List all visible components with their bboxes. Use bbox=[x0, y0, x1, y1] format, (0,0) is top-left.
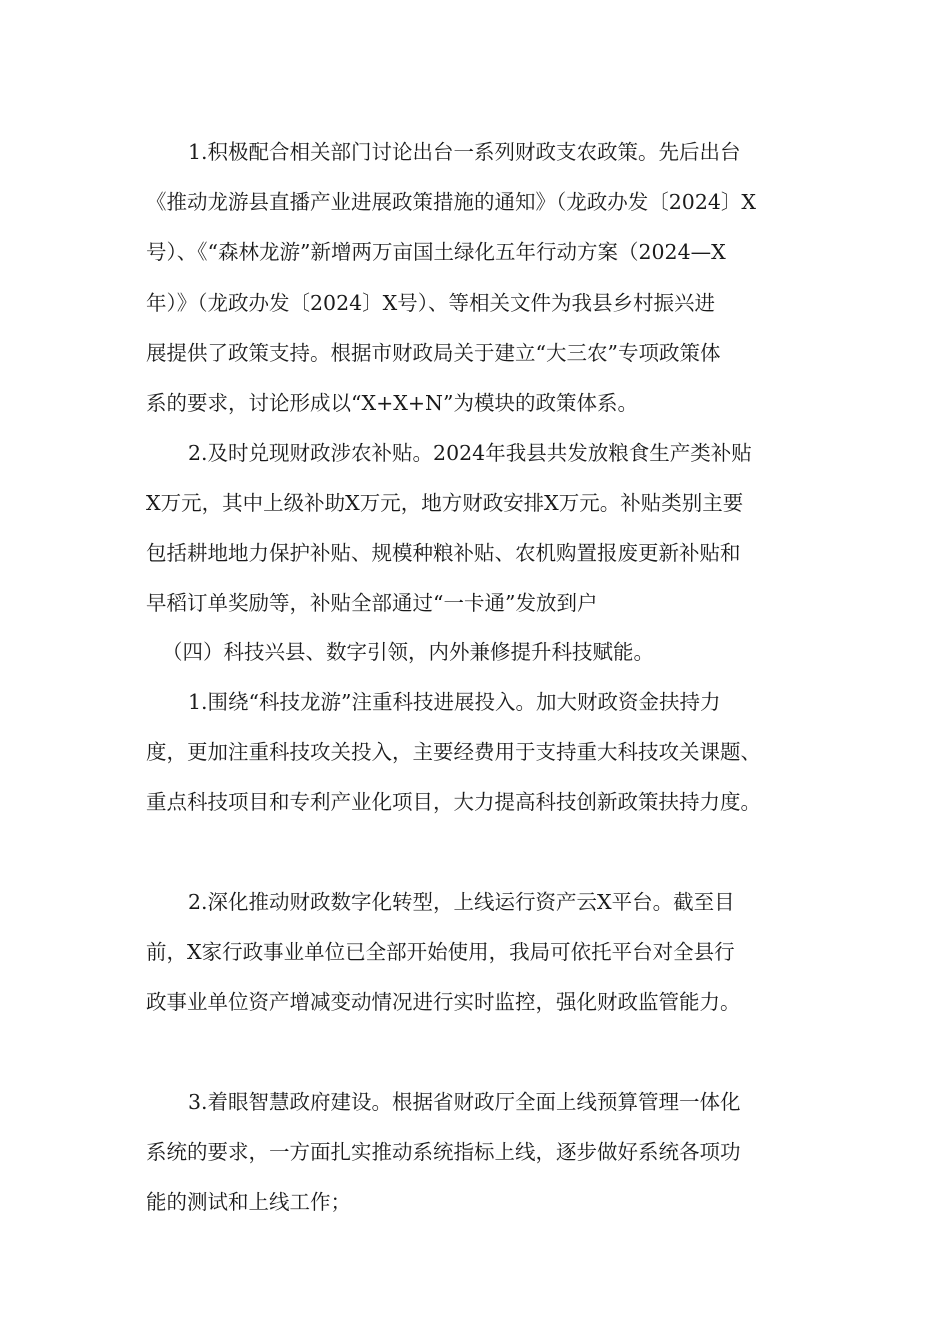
para-1-line-3: 号）、《“森林龙游”新增两万亩国土绿化五年行动方案（2024—X bbox=[146, 240, 726, 264]
para-1-line-5: 展提供了政策支持。根据市财政局关于建立“大三农”专项政策体 bbox=[146, 341, 721, 365]
para-5-line-1: 3.着眼智慧政府建设。根据省财政厅全面上线预算管理一体化 bbox=[188, 1090, 741, 1114]
para-4-line-2: 前，X家行政事业单位已全部开始使用，我局可依托平台对全县行 bbox=[146, 940, 735, 964]
para-1-line-4: 年）》（龙政办发〔2024〕X号）、等相关文件为我县乡村振兴进 bbox=[146, 291, 716, 315]
para-3-line-3: 重点科技项目和专利产业化项目，大力提高科技创新政策扶持力度。 bbox=[146, 790, 761, 814]
para-5-line-2: 系统的要求，一方面扎实推动系统指标上线，逐步做好系统各项功 bbox=[146, 1140, 741, 1164]
para-4-line-1: 2.深化推动财政数字化转型，上线运行资产云X平台。截至目 bbox=[188, 890, 735, 914]
para-2-line-2: X万元，其中上级补助X万元，地方财政安排X万元。补贴类别主要 bbox=[146, 491, 744, 515]
para-1-line-2: 《推动龙游县直播产业进展政策措施的通知》（龙政办发〔2024〕X bbox=[146, 190, 757, 214]
para-3-line-1: 1.围绕“科技龙游”注重科技进展投入。加大财政资金扶持力 bbox=[188, 690, 721, 714]
para-3-line-2: 度，更加注重科技攻关投入，主要经费用于支持重大科技攻关课题、 bbox=[146, 740, 761, 764]
para-5-line-3: 能的测试和上线工作； bbox=[146, 1190, 351, 1214]
para-2-line-1: 2.及时兑现财政涉农补贴。2024年我县共发放粮食生产类补贴 bbox=[188, 441, 752, 465]
para-1-line-1: 1.积极配合相关部门讨论出台一系列财政支农政策。先后出台 bbox=[188, 140, 741, 164]
section-heading: （四）科技兴县、数字引领，内外兼修提升科技赋能。 bbox=[162, 640, 654, 664]
para-2-line-4: 早稻订单奖励等，补贴全部通过“一卡通”发放到户 bbox=[146, 591, 598, 615]
para-2-line-3: 包括耕地地力保护补贴、规模种粮补贴、农机购置报废更新补贴和 bbox=[146, 541, 741, 565]
para-4-line-3: 政事业单位资产增减变动情况进行实时监控，强化财政监管能力。 bbox=[146, 990, 741, 1014]
para-1-line-6: 系的要求，讨论形成以“X+X+N”为模块的政策体系。 bbox=[146, 391, 638, 415]
